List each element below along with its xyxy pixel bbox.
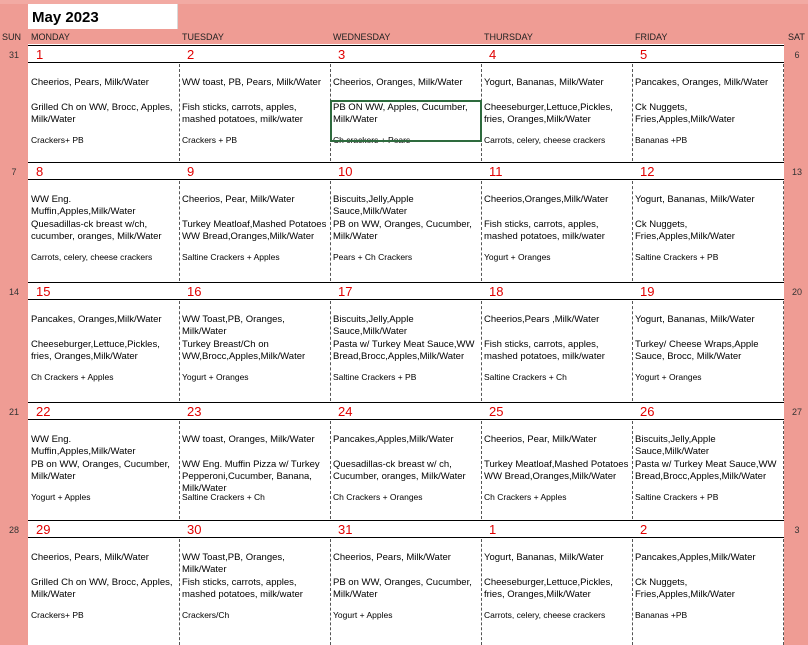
day-header-6: SAT xyxy=(788,32,805,42)
breakfast-text: Cheerios,Oranges,Milk/Water xyxy=(484,194,609,205)
column-divider xyxy=(179,181,180,281)
snack-text: Bananas +PB xyxy=(635,135,688,145)
snack-text: Ch Crackers + Apples xyxy=(31,372,114,382)
date-row xyxy=(28,162,784,180)
lunch-text: Pasta w/ Turkey Meat Sauce,WW Bread,Brocc,Apples,Milk/Water xyxy=(635,459,777,482)
breakfast-text: WW toast, Oranges, Milk/Water xyxy=(182,434,315,445)
snack-text: Carrots, celery, cheese crackers xyxy=(31,252,153,262)
date-number[interactable]: 10 xyxy=(338,164,353,179)
lunch-text: Fish sticks, carrots, apples, mashed potatoes, milk/water xyxy=(484,339,605,362)
column-divider xyxy=(783,421,784,519)
column-divider xyxy=(179,64,180,161)
sunday-date: 31 xyxy=(8,50,19,60)
date-number[interactable]: 23 xyxy=(187,404,202,419)
sunday-date: 7 xyxy=(11,167,17,177)
day-cell[interactable] xyxy=(28,421,178,519)
day-cell[interactable] xyxy=(330,301,480,401)
column-divider xyxy=(632,539,633,645)
lunch-text: Cheeseburger,Lettuce,Pickles, fries, Oranges,Milk/Water xyxy=(484,577,613,600)
snack-text: Ch Crackers + Apples xyxy=(484,492,567,502)
lunch-text: Pasta w/ Turkey Meat Sauce,WW Bread,Brocc,Apples,Milk/Water xyxy=(333,339,475,362)
day-cell[interactable] xyxy=(481,181,631,281)
breakfast-text: Cheerios, Pears, Milk/Water xyxy=(333,552,451,563)
snack-text: Ch crackers + Pears xyxy=(333,135,411,145)
day-cell[interactable] xyxy=(481,539,631,645)
lunch-text: Ck Nuggets, Fries,Apples,Milk/Water xyxy=(635,577,735,600)
snack-text: Yogurt + Oranges xyxy=(182,372,249,382)
column-divider xyxy=(783,539,784,645)
snack-text: Carrots, celery, cheese crackers xyxy=(484,610,606,620)
date-number[interactable]: 1 xyxy=(36,47,44,62)
breakfast-text: Cheerios, Oranges, Milk/Water xyxy=(333,77,463,88)
date-number[interactable]: 30 xyxy=(187,522,202,537)
column-divider xyxy=(481,421,482,519)
column-divider xyxy=(481,301,482,401)
sunday-date: 21 xyxy=(8,407,19,417)
column-divider xyxy=(783,64,784,161)
lunch-text: Fish sticks, carrots, apples, mashed potatoes, milk/water xyxy=(182,577,303,600)
breakfast-text: Yogurt, Bananas, Milk/Water xyxy=(484,77,604,88)
breakfast-text: Pancakes, Oranges,Milk/Water xyxy=(31,314,162,325)
day-cell[interactable] xyxy=(179,301,329,401)
breakfast-text: Pancakes,Apples,Milk/Water xyxy=(635,552,756,563)
column-divider xyxy=(783,301,784,401)
lunch-text: Quesadillas-ck breast w/ ch, Cucumber, oranges, Milk/Water xyxy=(333,459,466,482)
breakfast-text: Cheerios, Pear, Milk/Water xyxy=(182,194,295,205)
day-cell[interactable] xyxy=(28,64,178,161)
breakfast-text: Cheerios,Pears ,Milk/Water xyxy=(484,314,600,325)
day-cell[interactable] xyxy=(632,64,782,161)
day-cell[interactable] xyxy=(179,181,329,281)
sunday-date: 28 xyxy=(8,525,19,535)
date-number[interactable]: 4 xyxy=(489,47,497,62)
snack-text: Saltine Crackers + Ch xyxy=(182,492,265,502)
breakfast-text: Yogurt, Bananas, Milk/Water xyxy=(635,314,755,325)
lunch-text: Turkey Meatloaf,Mashed Potatoes WW Bread,Oranges,Milk/Water xyxy=(484,459,629,482)
lunch-text: Turkey Breast/Ch on WW,Brocc,Apples,Milk/Water xyxy=(182,339,306,362)
day-cell[interactable] xyxy=(481,301,631,401)
date-row xyxy=(28,45,784,63)
sunday-date: 14 xyxy=(8,287,19,297)
saturday-date: 20 xyxy=(791,287,802,297)
day-cell[interactable] xyxy=(632,539,782,645)
snack-text: Crackers+ PB xyxy=(31,610,84,620)
lunch-text: Grilled Ch on WW, Brocc, Apples, Milk/Water xyxy=(31,102,173,125)
lunch-text: PB on WW, Oranges, Cucumber, Milk/Water xyxy=(333,577,472,600)
breakfast-text: Cheerios, Pears, Milk/Water xyxy=(31,552,149,563)
date-number[interactable]: 11 xyxy=(489,164,503,179)
title-row-fill xyxy=(179,4,808,29)
day-cell[interactable] xyxy=(632,181,782,281)
day-cell[interactable] xyxy=(481,64,631,161)
snack-text: Crackers/Ch xyxy=(182,610,230,620)
lunch-text: Fish sticks, carrots, apples, mashed potatoes, milk/water xyxy=(484,219,605,242)
saturday-date: 27 xyxy=(791,407,802,417)
day-header-1: MONDAY xyxy=(31,32,70,42)
date-row xyxy=(28,402,784,420)
breakfast-text: Biscuits,Jelly,Apple Sauce,Milk/Water xyxy=(635,434,716,457)
column-divider xyxy=(632,301,633,401)
breakfast-text: Yogurt, Bananas, Milk/Water xyxy=(484,552,604,563)
day-cell[interactable] xyxy=(632,301,782,401)
snack-text: Bananas +PB xyxy=(635,610,688,620)
breakfast-text: WW Eng. Muffin,Apples,Milk/Water xyxy=(31,434,136,457)
date-number[interactable]: 26 xyxy=(640,404,655,419)
date-number[interactable]: 2 xyxy=(640,522,648,537)
date-number[interactable]: 16 xyxy=(187,284,202,299)
date-number[interactable]: 5 xyxy=(640,47,648,62)
day-cell[interactable] xyxy=(179,539,329,645)
lunch-text: Ck Nuggets, Fries,Apples,Milk/Water xyxy=(635,102,735,125)
day-cell[interactable] xyxy=(330,539,480,645)
date-row xyxy=(28,282,784,300)
day-cell[interactable] xyxy=(330,181,480,281)
saturday-date: 13 xyxy=(791,167,802,177)
column-divider xyxy=(632,181,633,281)
date-number[interactable]: 9 xyxy=(187,164,195,179)
breakfast-text: Cheerios, Pears, Milk/Water xyxy=(31,77,149,88)
saturday-date: 6 xyxy=(794,50,800,60)
snack-text: Pears + Ch Crackers xyxy=(333,252,413,262)
column-divider xyxy=(783,181,784,281)
lunch-text: PB ON WW, Apples, Cucumber, Milk/Water xyxy=(333,102,468,125)
date-number[interactable]: 18 xyxy=(489,284,504,299)
day-header-2: TUESDAY xyxy=(182,32,224,42)
snack-text: Ch Crackers + Oranges xyxy=(333,492,423,502)
lunch-text: Grilled Ch on WW, Brocc, Apples, Milk/Water xyxy=(31,577,173,600)
lunch-text: Fish sticks, carrots, apples, mashed potatoes, milk/water xyxy=(182,102,303,125)
snack-text: Saltine Crackers + PB xyxy=(635,252,719,262)
snack-text: Yogurt + Apples xyxy=(31,492,91,502)
breakfast-text: Pancakes, Oranges, Milk/Water xyxy=(635,77,769,88)
snack-text: Crackers+ PB xyxy=(31,135,84,145)
date-number[interactable]: 29 xyxy=(36,522,51,537)
date-number[interactable]: 1 xyxy=(489,522,497,537)
lunch-text: PB on WW, Oranges, Cucumber, Milk/Water xyxy=(333,219,472,242)
breakfast-text: Biscuits,Jelly,Apple Sauce,Milk/Water xyxy=(333,194,414,217)
snack-text: Yogurt + Apples xyxy=(333,610,393,620)
date-number[interactable]: 2 xyxy=(187,47,195,62)
column-divider xyxy=(179,539,180,645)
snack-text: Yogurt + Oranges xyxy=(635,372,702,382)
date-number[interactable]: 8 xyxy=(36,164,44,179)
breakfast-text: WW toast, PB, Pears, Milk/Water xyxy=(182,77,322,88)
column-divider xyxy=(330,539,331,645)
day-header-5: FRIDAY xyxy=(635,32,668,42)
day-header-0: SUN xyxy=(2,32,22,42)
date-row xyxy=(28,520,784,538)
day-cell[interactable] xyxy=(632,421,782,519)
saturday-date: 3 xyxy=(794,525,800,535)
day-cell[interactable] xyxy=(179,421,329,519)
day-cell[interactable] xyxy=(28,301,178,401)
column-divider xyxy=(481,539,482,645)
day-cell[interactable] xyxy=(481,421,631,519)
date-number[interactable]: 19 xyxy=(640,284,655,299)
breakfast-text: Yogurt, Bananas, Milk/Water xyxy=(635,194,755,205)
column-divider xyxy=(632,421,633,519)
column-divider xyxy=(330,421,331,519)
date-number[interactable]: 12 xyxy=(640,164,655,179)
date-number[interactable]: 3 xyxy=(338,47,346,62)
column-divider xyxy=(632,64,633,161)
month-title[interactable]: May 2023 xyxy=(28,4,178,29)
snack-text: Yogurt + Oranges xyxy=(484,252,551,262)
day-cell[interactable] xyxy=(28,539,178,645)
lunch-text: Turkey/ Cheese Wraps,Apple Sauce, Brocc, Milk/Water xyxy=(635,339,759,362)
column-divider xyxy=(179,421,180,519)
column-divider xyxy=(330,301,331,401)
column-divider xyxy=(179,301,180,401)
selected-cell-outline[interactable] xyxy=(330,100,482,142)
date-number[interactable]: 24 xyxy=(338,404,353,419)
lunch-text: Ck Nuggets, Fries,Apples,Milk/Water xyxy=(635,219,735,242)
column-divider xyxy=(481,181,482,281)
snack-text: Saltine Crackers + Ch xyxy=(484,372,567,382)
day-header-3: WEDNESDAY xyxy=(333,32,391,42)
breakfast-text: WW Toast,PB, Oranges, Milk/Water xyxy=(182,314,285,337)
lunch-text: PB on WW, Oranges, Cucumber, Milk/Water xyxy=(31,459,170,482)
date-number[interactable]: 25 xyxy=(489,404,504,419)
column-divider xyxy=(330,181,331,281)
date-number[interactable]: 15 xyxy=(36,284,51,299)
breakfast-text: Biscuits,Jelly,Apple Sauce,Milk/Water xyxy=(333,314,414,337)
snack-text: Crackers + PB xyxy=(182,135,238,145)
day-cell[interactable] xyxy=(179,64,329,161)
day-cell[interactable] xyxy=(330,421,480,519)
breakfast-text: Cheerios, Pear, Milk/Water xyxy=(484,434,597,445)
breakfast-text: WW Eng. Muffin,Apples,Milk/Water xyxy=(31,194,136,217)
snack-text: Saltine Crackers + Apples xyxy=(182,252,280,262)
breakfast-text: Pancakes,Apples,Milk/Water xyxy=(333,434,454,445)
snack-text: Saltine Crackers + PB xyxy=(333,372,417,382)
lunch-text: Cheeseburger,Lettuce,Pickles, fries, Oranges,Milk/Water xyxy=(31,339,160,362)
snack-text: Carrots, celery, cheese crackers xyxy=(484,135,606,145)
lunch-text: Turkey Meatloaf,Mashed Potatoes WW Bread,Oranges,Milk/Water xyxy=(182,219,327,242)
day-cell[interactable] xyxy=(28,181,178,281)
lunch-text: Quesadillas-ck breast w/ch, cucumber, oranges, Milk/Water xyxy=(31,219,162,242)
day-header-4: THURSDAY xyxy=(484,32,533,42)
breakfast-text: WW Toast,PB, Oranges, Milk/Water xyxy=(182,552,285,575)
lunch-text: Cheeseburger,Lettuce,Pickles, fries, Oranges,Milk/Water xyxy=(484,102,613,125)
date-number[interactable]: 17 xyxy=(338,284,353,299)
lunch-text: WW Eng. Muffin Pizza w/ Turkey Pepperoni,Cucumber, Banana, Milk/Water xyxy=(182,459,320,494)
date-number[interactable]: 31 xyxy=(338,522,353,537)
snack-text: Saltine Crackers + PB xyxy=(635,492,719,502)
date-number[interactable]: 22 xyxy=(36,404,51,419)
